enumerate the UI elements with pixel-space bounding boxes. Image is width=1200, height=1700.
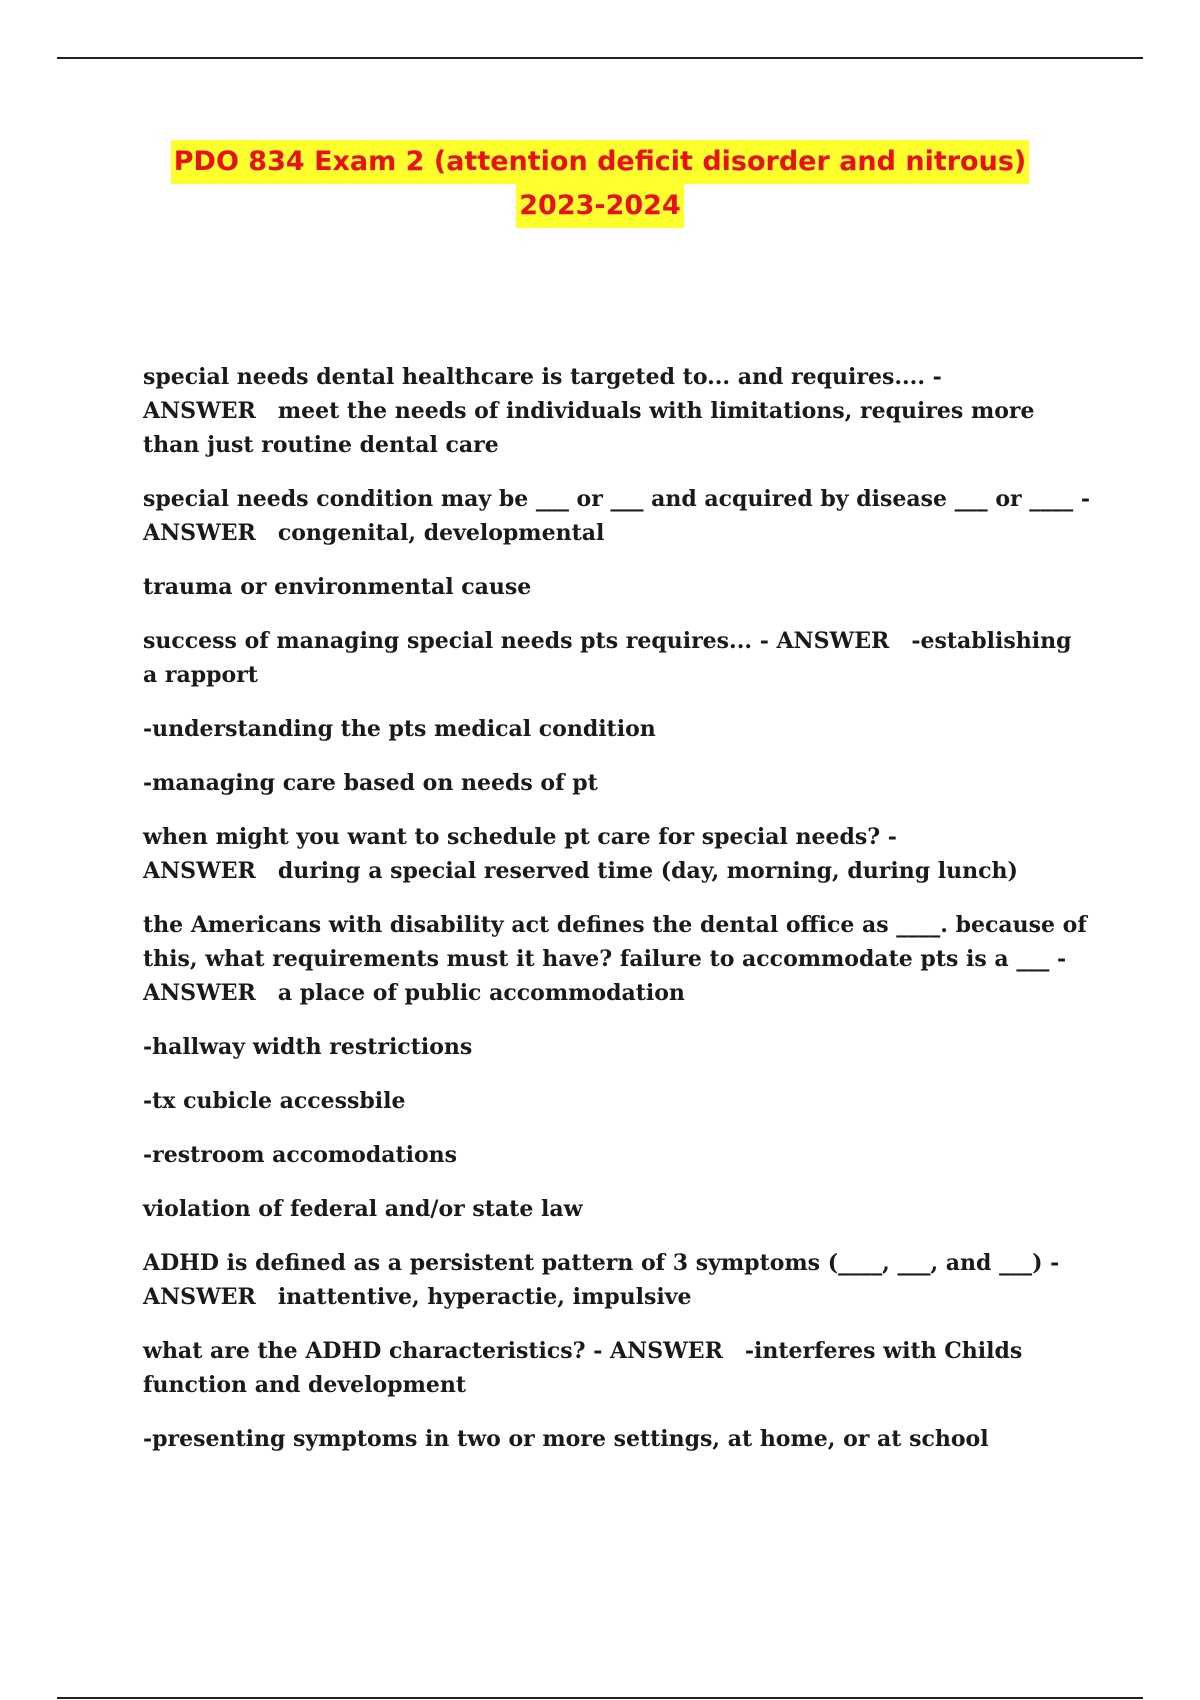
- question-text: what are the ADHD characteristics?: [143, 1338, 594, 1364]
- answer-text: -establishing a rapport: [143, 628, 1072, 688]
- answer-continuation: -managing care based on needs of pt: [143, 770, 598, 796]
- qa-item: [143, 1246, 1093, 1314]
- answer-label: - ANSWER: [593, 1338, 723, 1364]
- answer-label: - ANSWER: [143, 824, 897, 884]
- flashcard-list: [143, 360, 1093, 1476]
- answer-text: inattentive, hyperactie, impulsive: [277, 1284, 692, 1310]
- answer-text: -interferes with Childs function and development: [143, 1338, 1023, 1398]
- answer-continuation: -restroom accomodations: [143, 1142, 458, 1168]
- answer-continuation: -presenting symptoms in two or more settings, at home, or at school: [143, 1426, 989, 1452]
- question-text: ADHD is defined as a persistent pattern of 3 symptoms (____, ___, and ___): [143, 1250, 1051, 1276]
- answer-label: - ANSWER: [143, 486, 1091, 546]
- answer-label: - ANSWER: [759, 628, 890, 654]
- answer-text: during a special reserved time (day, morning, during lunch): [277, 858, 1018, 884]
- qa-item: [143, 360, 1093, 462]
- title-line-1: PDO 834 Exam 2 (attention deficit disorder and nitrous): [171, 140, 1030, 184]
- footer-rule: [57, 1697, 1143, 1699]
- answer-text: congenital, developmental: [277, 520, 605, 546]
- question-text: special needs condition may be ___ or ___ and acquired by disease ___ or ____: [143, 486, 1081, 512]
- answer-continuation: violation of federal and/or state law: [143, 1196, 583, 1222]
- qa-item: [143, 624, 1093, 692]
- answer-continuation: -hallway width restrictions: [143, 1034, 473, 1060]
- answer-text: a place of public accommodation: [277, 980, 685, 1006]
- qa-item: [143, 1334, 1093, 1402]
- qa-item: [143, 908, 1093, 1010]
- title-line-2: 2023-2024: [516, 184, 684, 228]
- document-title: [0, 140, 1200, 228]
- question-text: success of managing special needs pts requires...: [143, 628, 760, 654]
- answer-continuation: trauma or environmental cause: [143, 574, 532, 600]
- answer-label: - ANSWER: [143, 946, 1067, 1006]
- answer-label: - ANSWER: [143, 1250, 1060, 1310]
- answer-continuation: -tx cubicle accessbile: [143, 1088, 406, 1114]
- answer-text: meet the needs of individuals with limitations, requires more than just routine dental care: [143, 398, 1035, 458]
- qa-item: [143, 482, 1093, 550]
- question-text: special needs dental healthcare is targeted to... and requires....: [143, 364, 933, 390]
- answer-continuation: -understanding the pts medical condition: [143, 716, 656, 742]
- question-text: the Americans with disability act defines the dental office as ____. because of this, what requirements must it have? failure to accommodate pts is a ___: [143, 912, 1087, 972]
- qa-item: [143, 820, 1093, 888]
- answer-label: - ANSWER: [143, 364, 942, 424]
- header-rule: [57, 57, 1143, 59]
- question-text: when might you want to schedule pt care for special needs?: [143, 824, 888, 850]
